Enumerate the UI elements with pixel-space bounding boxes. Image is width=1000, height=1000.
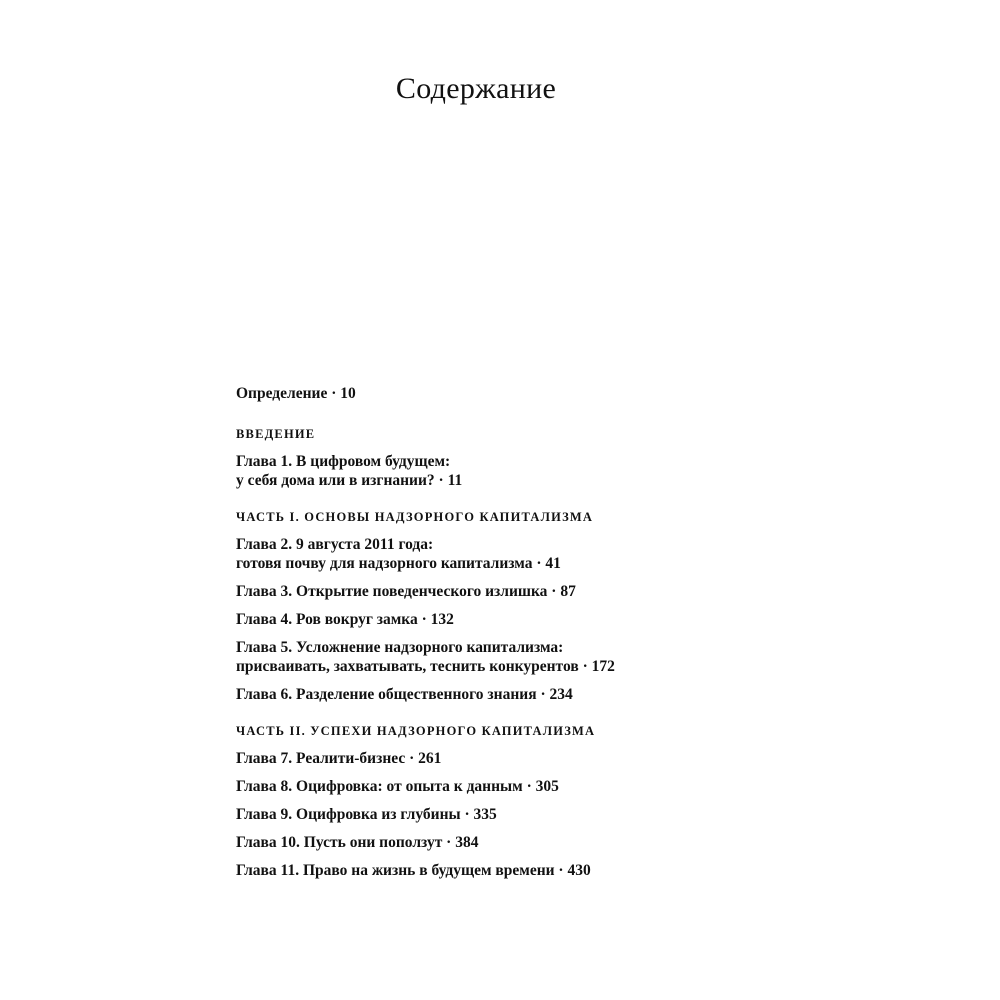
toc-entry-text: Глава 8. Оцифровка: от опыта к данным · 305 (236, 778, 559, 795)
toc-entry-chapter-9 (236, 805, 936, 824)
toc-entry-text: Глава 1. В цифровом будущем: (236, 453, 451, 470)
toc-entry-text: Определение · 10 (236, 385, 356, 402)
toc-entry-text: Глава 6. Разделение общественного знания · 234 (236, 686, 573, 703)
toc-entry-chapter-1 (236, 452, 936, 490)
toc-entry-chapter-7 (236, 749, 936, 768)
toc-entry-chapter-2 (236, 535, 936, 573)
toc-entry-chapter-4 (236, 610, 936, 629)
toc-entry-chapter-3 (236, 582, 936, 601)
toc-entry-chapter-5 (236, 638, 936, 676)
toc-entry-chapter-6 (236, 685, 936, 704)
toc-entry-text: готовя почву для надзорного капитализма · 41 (236, 555, 561, 572)
toc-entry-text: Глава 5. Усложнение надзорного капитализма: (236, 639, 564, 656)
toc-entry-definition (236, 384, 936, 403)
toc-entry-text: Глава 2. 9 августа 2011 года: (236, 536, 434, 553)
section-heading-intro: ВВЕДЕНИЕ (236, 427, 316, 441)
toc-entry-text: присваивать, захватывать, теснить конкурентов · 172 (236, 658, 615, 675)
toc-entry-text: Глава 3. Открытие поведенческого излишка · 87 (236, 583, 576, 600)
toc-entry-text: Глава 4. Ров вокруг замка · 132 (236, 611, 454, 628)
toc-entry-chapter-8 (236, 777, 936, 796)
toc-entry-text: Глава 10. Пусть они поползут · 384 (236, 834, 479, 851)
section-heading-part-2: ЧАСТЬ II. УСПЕХИ НАДЗОРНОГО КАПИТАЛИЗМА (236, 724, 596, 738)
toc-entry-text: Глава 9. Оцифровка из глубины · 335 (236, 806, 497, 823)
toc-entry-text: Глава 7. Реалити-бизнес · 261 (236, 750, 442, 767)
table-of-contents (236, 384, 936, 889)
toc-entry-chapter-10 (236, 833, 936, 852)
toc-entry-text: у себя дома или в изгнании? · 11 (236, 472, 463, 489)
toc-entry-chapter-11 (236, 861, 936, 880)
toc-entry-text: Глава 11. Право на жизнь в будущем времени · 430 (236, 862, 591, 879)
page-title: Содержание (395, 72, 557, 105)
section-heading-part-1: ЧАСТЬ I. ОСНОВЫ НАДЗОРНОГО КАПИТАЛИЗМА (236, 510, 594, 524)
